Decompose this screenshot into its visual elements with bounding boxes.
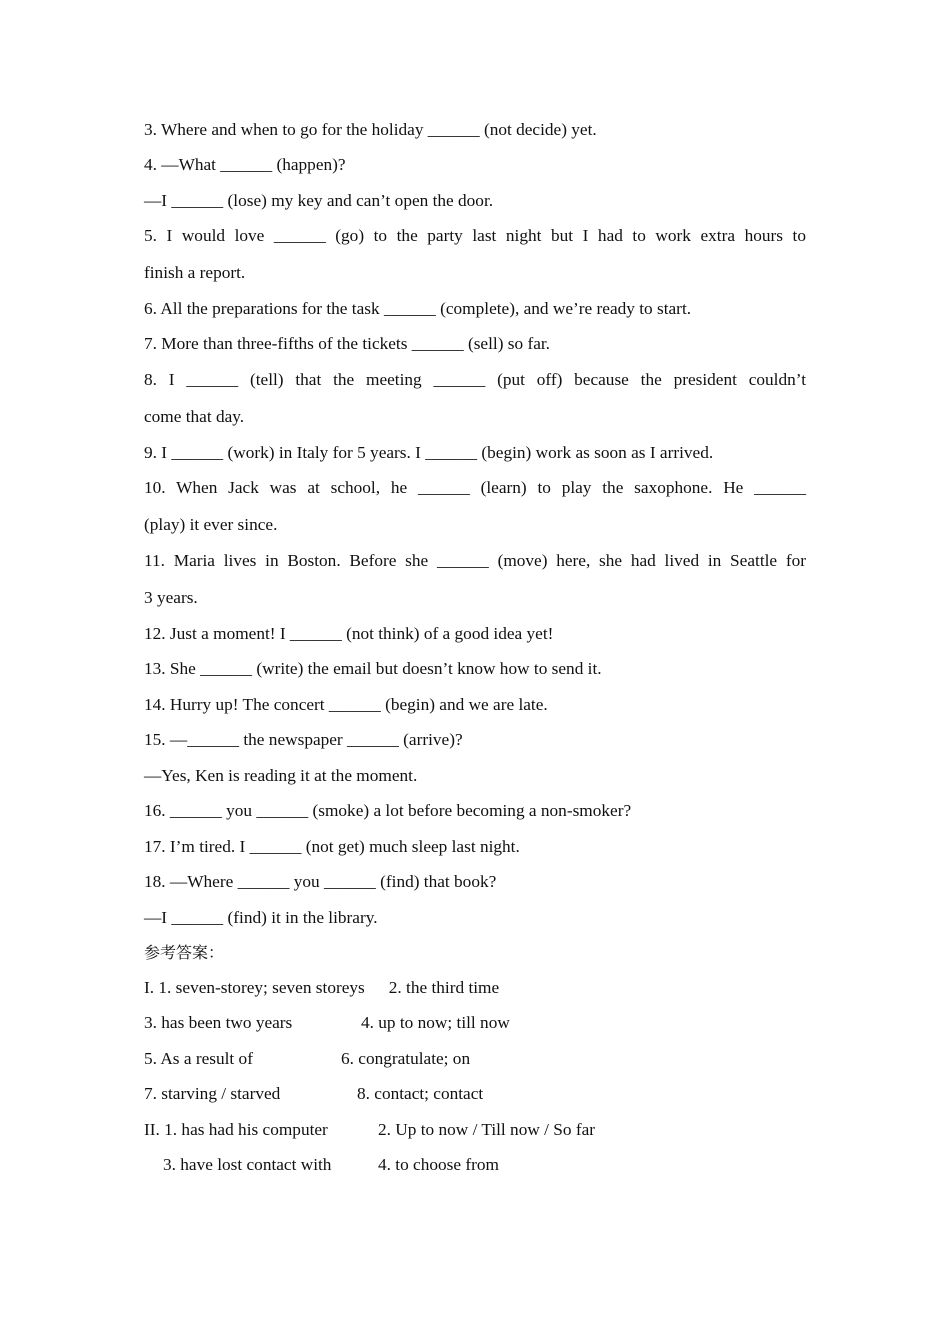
exercise-10-line-2: (play) it ever since. <box>144 515 278 534</box>
answer-item: 2. the third time <box>388 978 500 997</box>
exercise-14: 14. Hurry up! The concert ______ (begin) and we are late. <box>144 695 548 714</box>
exercise-7: 7. More than three-fifths of the tickets ______ (sell) so far. <box>144 334 550 353</box>
exercise-6: 6. All the preparations for the task ______ (complete), and we’re ready to start. <box>144 299 692 318</box>
exercise-13: 13. She ______ (write) the email but doesn’t know how to send it. <box>144 659 602 678</box>
answer-row <box>144 1082 483 1106</box>
exercise-4-question: 4. —What ______ (happen)? <box>144 155 346 174</box>
exercise-3: 3. Where and when to go for the holiday ______ (not decide) yet. <box>144 120 597 139</box>
exercise-10-line-1: 10. When Jack was at school, he ______ (learn) to play the saxophone. He ______ <box>144 478 806 497</box>
answer-item: I. 1. seven-storey; seven storeys <box>144 978 365 997</box>
answer-item: 6. congratulate; on <box>341 1049 471 1068</box>
exercise-18-question: 18. —Where ______ you ______ (find) that book? <box>144 872 497 891</box>
answer-item: 4. to choose from <box>378 1155 499 1174</box>
exercise-16: 16. ______ you ______ (smoke) a lot before becoming a non-smoker? <box>144 801 632 820</box>
exercise-11-line-2: 3 years. <box>144 588 198 607</box>
answer-item: 4. up to now; till now <box>361 1013 510 1032</box>
exercise-4-answer: —I ______ (lose) my key and can’t open the door. <box>144 191 494 210</box>
answers-heading: 参考答案： <box>144 943 225 962</box>
exercise-11-line-1: 11. Maria lives in Boston. Before she ______ (move) here, she had lived in Seattle for <box>144 551 806 570</box>
exercise-15-answer: —Yes, Ken is reading it at the moment. <box>144 766 418 785</box>
answer-row <box>144 1011 510 1035</box>
answer-row <box>144 1118 595 1142</box>
exercise-12: 12. Just a moment! I ______ (not think) of a good idea yet! <box>144 624 554 643</box>
answer-row <box>144 976 499 1000</box>
answer-item: 3. have lost contact with <box>163 1155 332 1174</box>
answer-item: 3. has been two years <box>144 1013 293 1032</box>
exercise-15-question: 15. —______ the newspaper ______ (arrive)? <box>144 730 463 749</box>
exercise-8-line-2: come that day. <box>144 407 245 426</box>
answer-row <box>163 1153 499 1177</box>
exercise-9: 9. I ______ (work) in Italy for 5 years. I ______ (begin) work as soon as I arrived. <box>144 443 714 462</box>
answer-item: II. 1. has had his computer <box>144 1120 328 1139</box>
answer-item: 5. As a result of <box>144 1049 253 1068</box>
answer-row <box>144 1047 470 1071</box>
exercise-5-line-1: 5. I would love ______ (go) to the party last night but I had to work extra hours to <box>144 226 806 245</box>
answer-item: 8. contact; contact <box>357 1084 484 1103</box>
answer-item: 7. starving / starved <box>144 1084 281 1103</box>
exercise-17: 17. I’m tired. I ______ (not get) much sleep last night. <box>144 837 520 856</box>
exercise-5-line-2: finish a report. <box>144 263 246 282</box>
answer-item: 2. Up to now / Till now / So far <box>378 1120 596 1139</box>
exercise-8-line-1: 8. I ______ (tell) that the meeting ______ (put off) because the president couldn’t <box>144 370 806 389</box>
exercise-18-answer: —I ______ (find) it in the library. <box>144 908 378 927</box>
